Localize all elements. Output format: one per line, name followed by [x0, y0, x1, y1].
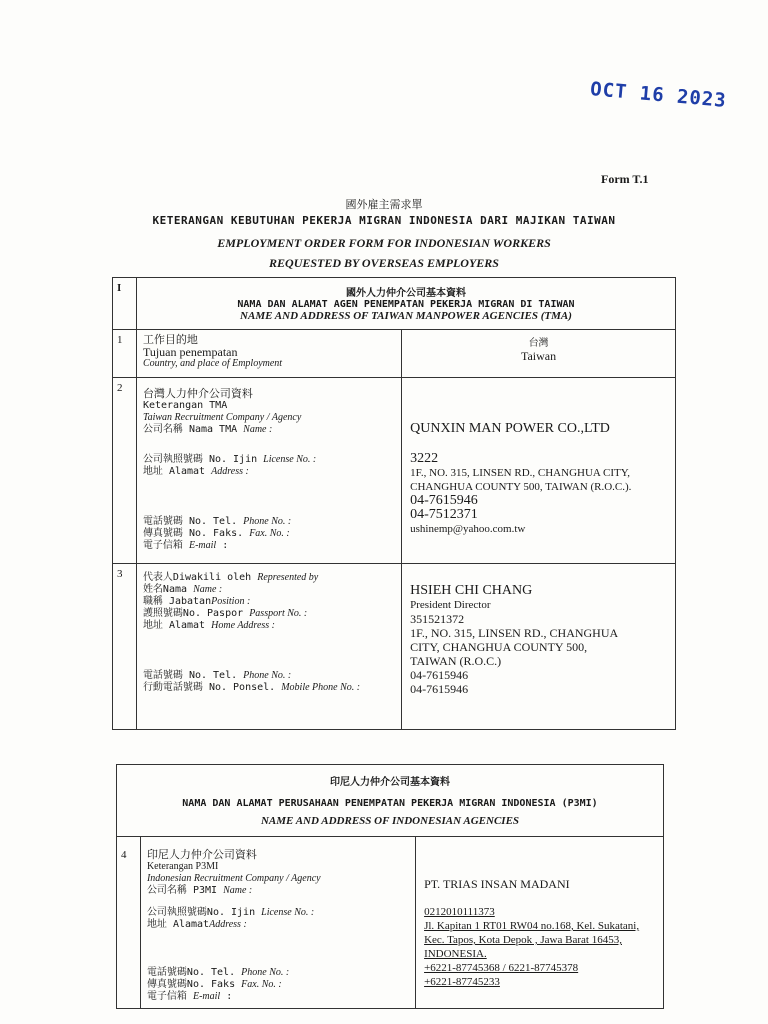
label: 公司名稱 Nama TMA — [142, 424, 238, 435]
row-1 — [113, 330, 676, 378]
label: Name : — [243, 424, 273, 435]
representative-phone: 04-7615946 — [410, 668, 469, 682]
section-1-title-id: NAMA DAN ALAMAT AGEN PENEMPATAN PEKERJA MIGRAN DI TAIWAN — [237, 299, 575, 310]
title-en-1: EMPLOYMENT ORDER FORM FOR INDONESIAN WORKERS — [217, 236, 551, 250]
label: Name : — [223, 885, 253, 896]
representative-name: HSIEH CHI CHANG — [410, 583, 533, 598]
title-zh: 國外雇主需求單 — [345, 198, 423, 211]
label: 職稱 Jabatan — [142, 596, 212, 607]
row-4: 4 印尼人力仲介公司資料 Keterangan P3MI Indonesian Recruitment Company / Agency 公司名稱 P3MI Name : 公司執照號碼No. Ijin License No. : 地址 AlamatAddress : 電話號碼No. Tel. Phone No. : 傳真號碼No. Faks Fax. No. : 電子信箱 E-mail : PT. TRIAS INSAN MADANI 0212010111373 Jl. Kapitan 1 RT01 RW04 no.168, Kel. Sukatani, Kec. Tapos, Kota Depok , Jawa Barat 16453, INDONESIA. +6221-87745368 / 6221-87745378 +6221-87745233 — [117, 837, 664, 1009]
label: 電子信箱 — [146, 991, 187, 1002]
row-number: 1 — [113, 330, 137, 378]
representative-passport: 351521372 — [410, 612, 465, 626]
representative-mobile: 04-7615946 — [410, 682, 469, 696]
p3mi-address: Jl. Kapitan 1 RT01 RW04 no.168, Kel. Sukatani, Kec. Tapos, Kota Depok , Jawa Barat 16453, INDONESIA. — [424, 920, 640, 960]
label: 台灣人力仲介公司資料 — [142, 387, 253, 400]
label: Phone No. : — [243, 516, 292, 527]
section-number: I — [113, 278, 137, 330]
label: 行動電話號碼 No. Ponsel. — [142, 682, 276, 693]
p3mi-fax: +6221-87745233 — [424, 976, 500, 988]
label: 傳真號碼No. Faks — [146, 979, 236, 990]
label: Keterangan P3MI — [146, 861, 219, 872]
label: 地址 Alamat — [142, 620, 206, 631]
p3mi-table — [116, 764, 664, 1009]
tma-company-name: QUNXIN MAN POWER CO.,LTD — [410, 421, 610, 436]
section-2-header — [117, 765, 664, 837]
label: 傳真號碼 No. Faks. — [142, 528, 244, 539]
label: 電子信箱 — [142, 540, 183, 551]
label-zh: 工作目的地 — [142, 333, 198, 346]
row-number: 3 — [113, 564, 137, 730]
label: Fax. No. : — [241, 979, 282, 990]
section-2-title-id: NAMA DAN ALAMAT PERUSAHAAN PENEMPATAN PEKERJA MIGRAN INDONESIA (P3MI) — [182, 798, 598, 809]
label-en: Country, and place of Employment — [142, 358, 283, 369]
p3mi-license-no: 0212010111373 — [424, 906, 495, 918]
label: Position : — [211, 596, 251, 607]
row-2: 2 台灣人力仲介公司資料 Keterangan TMA Taiwan Recruitment Company / Agency 公司名稱 Nama TMA Name : 公司執照號碼 No. Ijin License No. : 地址 Alamat Address : 電話號碼 No. Tel. Phone No. : 傳真號碼 No. Faks. Fax. No. : 電子信箱 E-mail : QUNXIN MAN POWER CO.,LTD 3222 1F., NO. 315, LINSEN RD., CHANGHUA CITY, CHANGHUA COUNTY 500, TAIWAN (R.O.C.). 04-7615946 04-7512371 ushinemp@yahoo.com.tw — [113, 378, 676, 564]
label: 電話號碼No. Tel. — [146, 967, 236, 978]
section-1-title-en: NAME AND ADDRESS OF TAIWAN MANPOWER AGENCIES (TMA) — [240, 310, 572, 322]
section-1-title-zh: 國外人力仲介公司基本資料 — [345, 288, 466, 299]
tma-email: ushinemp@yahoo.com.tw — [410, 523, 526, 535]
destination-zh: 台灣 — [528, 338, 549, 349]
row-3 — [113, 564, 676, 730]
label: 地址 Alamat — [142, 466, 206, 477]
label: 護照號碼No. Paspor — [142, 608, 244, 619]
tma-license-no: 3222 — [410, 451, 439, 466]
label: 電話號碼 No. Tel. — [142, 670, 238, 681]
section-2-title-en: NAME AND ADDRESS OF INDONESIAN AGENCIES — [260, 815, 520, 827]
label: Mobile Phone No. : — [281, 682, 361, 693]
label: Phone No. : — [243, 670, 292, 681]
title-en-2: REQUESTED BY OVERSEAS EMPLOYERS — [269, 256, 499, 270]
label: Represented by — [257, 572, 319, 583]
label: Keterangan TMA — [142, 400, 228, 411]
tma-table — [112, 277, 676, 730]
destination: Taiwan — [520, 349, 557, 363]
label: Indonesian Recruitment Company / Agency — [146, 873, 321, 884]
label: Phone No. : — [241, 967, 290, 978]
label: E-mail — [188, 540, 217, 551]
label: 印尼人力仲介公司資料 — [146, 848, 257, 861]
label: Name : — [193, 584, 223, 595]
label: 電話號碼 No. Tel. — [142, 516, 238, 527]
label: 姓名Nama — [142, 584, 188, 595]
section-1-header — [113, 278, 676, 330]
label: E-mail — [192, 991, 221, 1002]
label: Fax. No. : — [249, 528, 290, 539]
label-id: Tujuan penempatan — [142, 345, 238, 359]
section-2-title-zh: 印尼人力仲介公司基本資料 — [330, 777, 450, 788]
p3mi-phone: +6221-87745368 / 6221-87745378 — [424, 962, 579, 974]
title-id: KETERANGAN KEBUTUHAN PEKERJA MIGRAN INDONESIA DARI MAJIKAN TAIWAN — [152, 214, 616, 227]
p3mi-company-name: PT. TRIAS INSAN MADANI — [424, 877, 570, 891]
date-stamp: OCT 16 2023 — [589, 78, 728, 112]
label: 代表人Diwakili oleh — [142, 572, 252, 583]
tma-address: 1F., NO. 315, LINSEN RD., CHANGHUA CITY, CHANGHUA COUNTY 500, TAIWAN (R.O.C.). — [410, 467, 632, 493]
representative-address: 1F., NO. 315, LINSEN RD., CHANGHUA CITY, CHANGHUA COUNTY 500, TAIWAN (R.O.C.) — [410, 626, 618, 668]
representative-position: President Director — [410, 599, 491, 611]
row-number: 4 — [117, 837, 141, 1009]
tma-fax: 04-7512371 — [410, 507, 478, 522]
label: 公司執照號碼 No. Ijin — [142, 454, 258, 465]
tma-phone: 04-7615946 — [410, 493, 478, 508]
form-number: Form T.1 — [601, 172, 649, 186]
label: Taiwan Recruitment Company / Agency — [142, 412, 302, 423]
label: Address : — [209, 919, 247, 930]
label: 公司名稱 P3MI — [146, 885, 218, 896]
label: 地址 Alamat — [146, 919, 210, 930]
row-number: 2 — [113, 378, 137, 564]
label: License No. : — [261, 907, 315, 918]
label: Passport No. : — [249, 608, 308, 619]
label: 公司執照號碼No. Ijin — [146, 907, 256, 918]
label: License No. : — [263, 454, 317, 465]
label: Home Address : — [211, 620, 276, 631]
label: Address : — [211, 466, 249, 477]
